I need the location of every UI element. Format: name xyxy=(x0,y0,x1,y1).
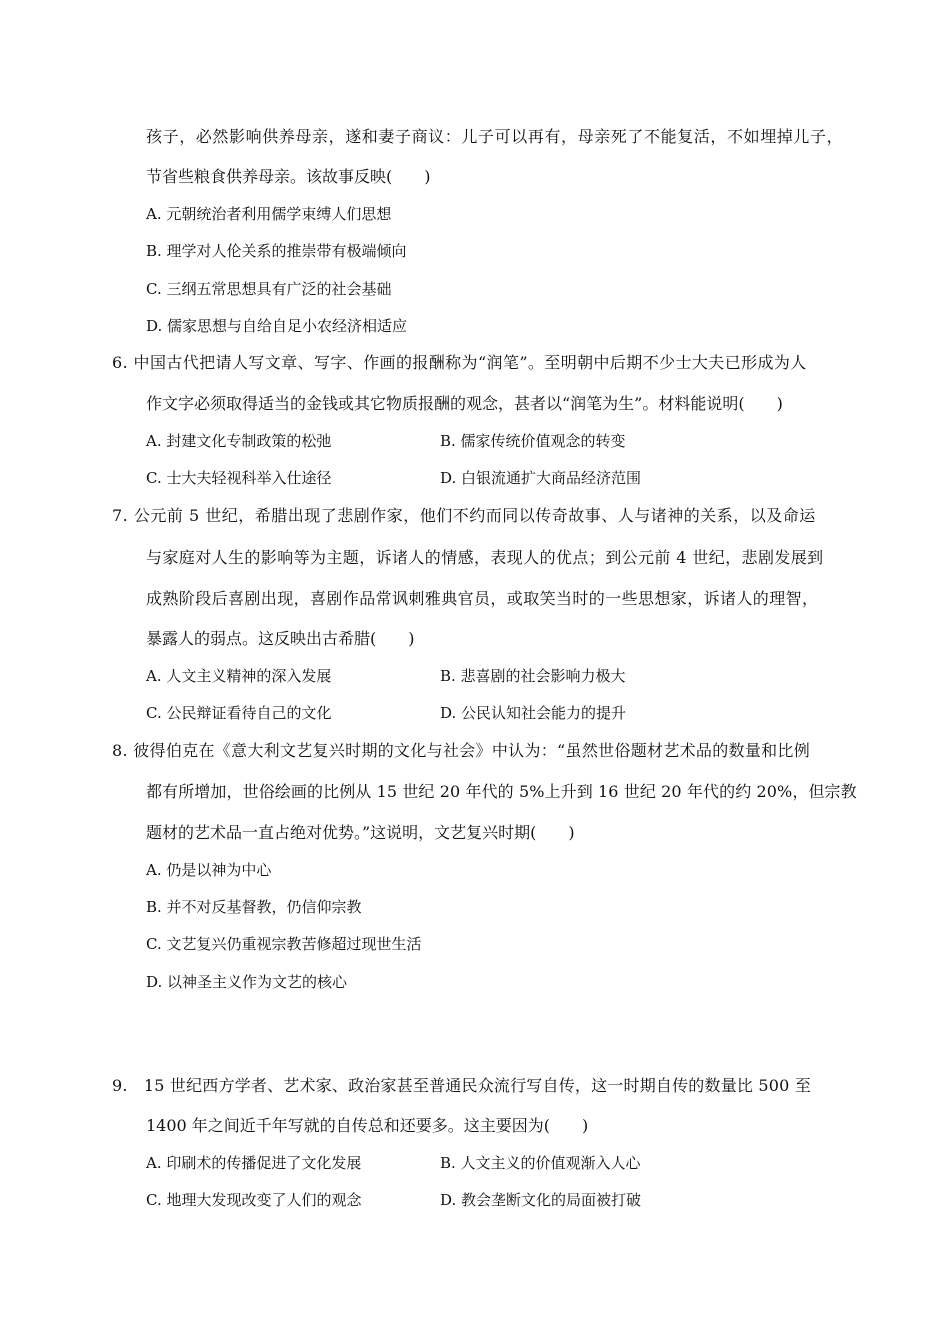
q5-option-c: C. 三纲五常思想具有广泛的社会基础 xyxy=(146,280,392,298)
q7-option-c: C. 公民辩证看待自己的文化 xyxy=(146,704,332,722)
q6-option-b: B. 儒家传统价值观念的转变 xyxy=(440,432,626,450)
q6-stem-line-2: 作文字必须取得适当的金钱或其它物质报酬的观念，甚者以“润笔为生”。材料能说明( ) xyxy=(146,394,783,413)
q7-stem-line-3: 成熟阶段后喜剧出现，喜剧作品常讽刺雅典官员，或取笑当时的一些思想家，诉诸人的理智， xyxy=(146,589,819,608)
q6-option-d: D. 白银流通扩大商品经济范围 xyxy=(440,469,642,487)
q8-stem-line-1: 8. 彼得伯克在《意大利文艺复兴时期的文化与社会》中认为：“虽然世俗题材艺术品的数量和比例 xyxy=(112,741,811,760)
q7-option-b: B. 悲喜剧的社会影响力极大 xyxy=(440,667,626,685)
q9-option-b: B. 人文主义的价值观渐入人心 xyxy=(440,1154,641,1172)
q5-continuation-line-2: 节省些粮食供养母亲。该故事反映( ) xyxy=(146,167,431,186)
q7-stem-line-1: 7. 公元前 5 世纪，希腊出现了悲剧作家，他们不约而同以传奇故事、人与诸神的关系，以及命运 xyxy=(112,506,816,525)
q5-continuation-line-1: 孩子，必然影响供养母亲，遂和妻子商议：儿子可以再有，母亲死了不能复活，不如埋掉儿子， xyxy=(146,127,844,146)
q7-option-a: A. 人文主义精神的深入发展 xyxy=(146,667,332,685)
q8-option-d: D. 以神圣主义作为文艺的核心 xyxy=(146,973,348,991)
q5-option-b: B. 理学对人伦关系的推崇带有极端倾向 xyxy=(146,242,407,260)
q6-option-a: A. 封建文化专制政策的松弛 xyxy=(146,432,332,450)
q5-option-d: D. 儒家思想与自给自足小农经济相适应 xyxy=(146,317,408,335)
q9-stem-line-1: 9. 15 世纪西方学者、艺术家、政治家甚至普通民众流行写自传，这一时期自传的数量比 500 至 xyxy=(112,1076,812,1095)
q7-stem-line-2: 与家庭对人生的影响等为主题，诉诸人的情感，表现人的优点；到公元前 4 世纪，悲剧发展到 xyxy=(146,548,824,567)
q8-option-c: C. 文艺复兴仍重视宗教苦修超过现世生活 xyxy=(146,935,422,953)
q8-stem-line-3: 题材的艺术品一直占绝对优势。”这说明，文艺复兴时期( ) xyxy=(146,823,575,842)
q6-option-c: C. 士大夫轻视科举入仕途径 xyxy=(146,469,332,487)
q8-option-a: A. 仍是以神为中心 xyxy=(146,861,272,879)
q9-option-d: D. 教会垄断文化的局面被打破 xyxy=(440,1191,642,1209)
q8-stem-line-2: 都有所增加，世俗绘画的比例从 15 世纪 20 年代的 5%上升到 16 世纪 20 年代的约 20%，但宗教 xyxy=(146,782,857,801)
q6-stem-line-1: 6. 中国古代把请人写文章、写字、作画的报酬称为“润笔”。至明朝中后期不少士大夫已形成为人 xyxy=(112,353,807,372)
q8-option-b: B. 并不对反基督教，仍信仰宗教 xyxy=(146,898,362,916)
q9-option-a: A. 印刷术的传播促进了文化发展 xyxy=(146,1154,362,1172)
q9-option-c: C. 地理大发现改变了人们的观念 xyxy=(146,1191,362,1209)
q7-stem-line-4: 暴露人的弱点。这反映出古希腊( ) xyxy=(146,629,415,648)
q5-option-a: A. 元朝统治者利用儒学束缚人们思想 xyxy=(146,205,392,223)
q7-option-d: D. 公民认知社会能力的提升 xyxy=(440,704,627,722)
q9-stem-line-2: 1400 年之间近千年写就的自传总和还要多。这主要因为( ) xyxy=(146,1116,589,1135)
